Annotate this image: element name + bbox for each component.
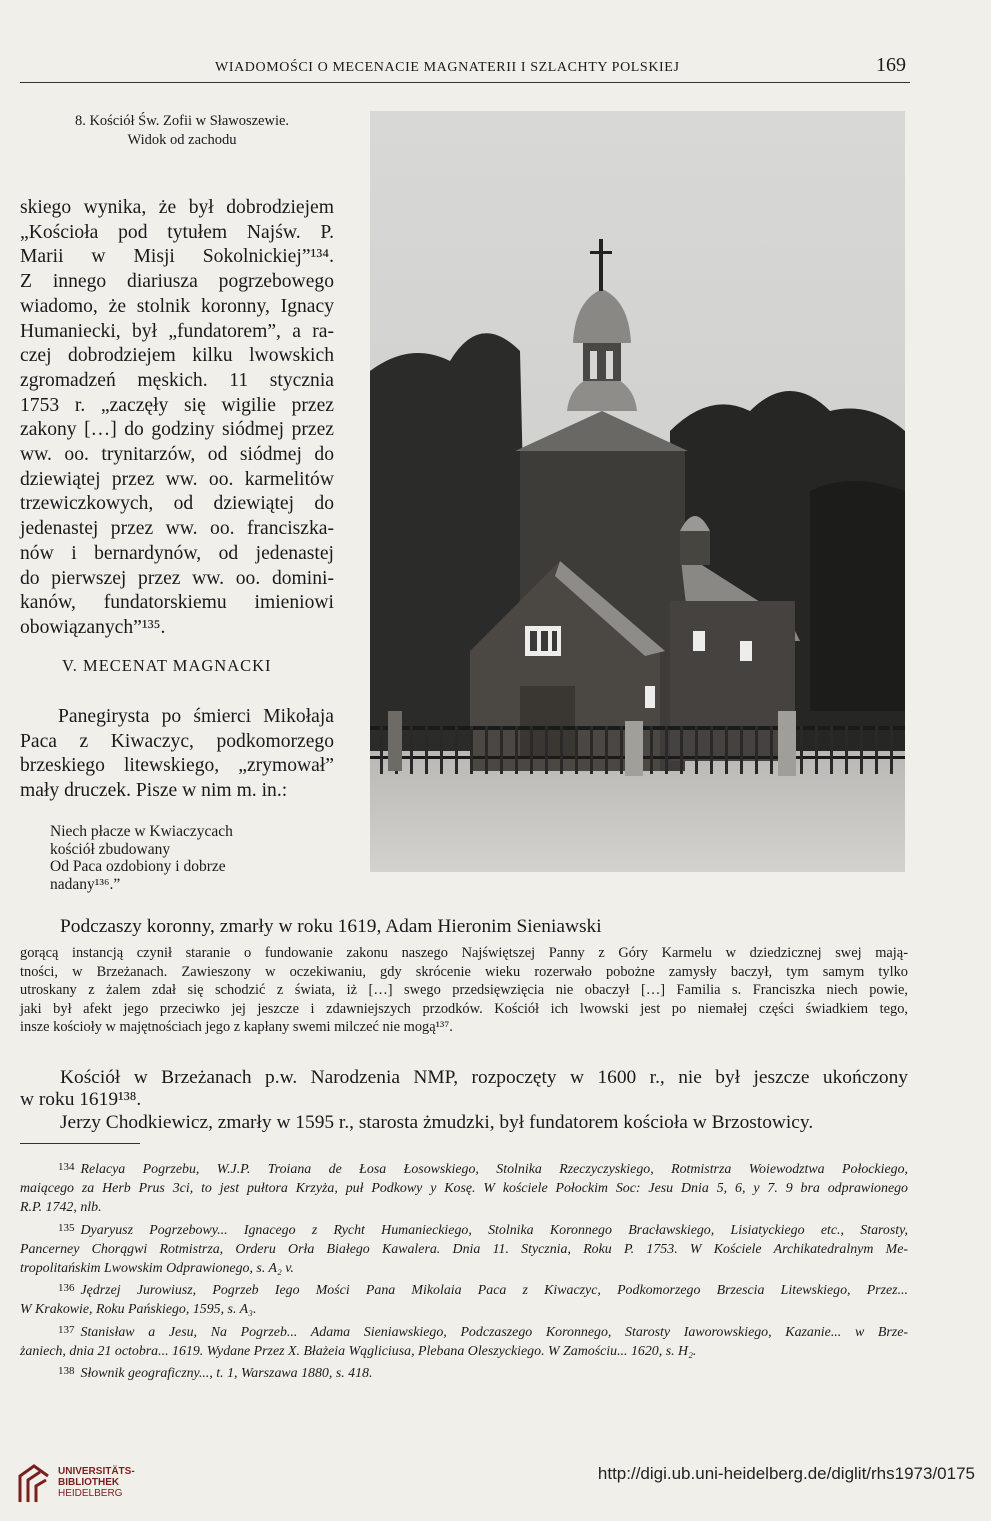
- library-name-line: BIBLIOTHEK: [58, 1477, 120, 1488]
- footnote-line: [20, 1158, 908, 1179]
- footnote-number: 134: [58, 1161, 75, 1173]
- text-line: Podczaszy koronny, zmarły w roku 1619, Adam Hieronim Sieniawski: [60, 916, 602, 937]
- text-line: Paca z Kiwaczyc, podkomorzego: [20, 730, 334, 752]
- footnote-line: [20, 1279, 908, 1300]
- text-line: zakony […] do godziny siódmej przez: [20, 419, 334, 441]
- paragraph-sieniawski: [20, 915, 908, 1037]
- section-heading: V. MECENAT MAGNACKI: [62, 656, 272, 675]
- footnote-line: [20, 1219, 908, 1240]
- text-line: nów i bernardynów, od jedenastej: [20, 542, 334, 564]
- footnote-number: 135: [58, 1221, 75, 1234]
- figure-caption: [24, 112, 340, 150]
- poem-line: Od Paca ozdobiony i dobrze: [50, 858, 226, 876]
- footnote-136: [20, 1279, 908, 1319]
- caption-line: 8. Kościół Św. Zofii w Sławoszewie.: [74, 113, 290, 129]
- text-line: Humaniecki, był „fundatorem”, a ra-: [20, 320, 334, 342]
- quote-line: gorącą instancją czynił staranie o fundowanie zakonu naszego Najświętszej Panny z Góry Karmelu w dziedzicznej swej mają-: [20, 945, 908, 961]
- footnote-line: Pancerney Chorągwi Rotmistrza, Orderu Orła Białego Kawalera. Dnia 11. Stycznia, Roku P. 1753. W Kościele Archikatedralnym Me-: [20, 1241, 908, 1257]
- caption-line: Widok od zachodu: [127, 132, 237, 148]
- footnote-138: [20, 1362, 908, 1383]
- text-line: mały druczek. Pisze w nim m. in.:: [20, 780, 288, 802]
- footnote-text: Stanisław a Jesu, Na Pogrzeb... Adama Sieniawskiego, Podczaszego Koronnego, Starosty Iaworowskiego, Kazanie... w Brze-: [80, 1324, 908, 1340]
- running-header: [20, 54, 910, 82]
- library-logo-text: [58, 1466, 135, 1499]
- library-logo-icon: [14, 1462, 54, 1506]
- poem-line: Niech płacze w Kwiaczycach: [50, 823, 233, 840]
- paragraph-panegyric: [20, 705, 334, 804]
- poem-line: nadany¹³⁶.”: [50, 875, 121, 893]
- library-name-line: UNIVERSITÄTS-: [58, 1466, 135, 1477]
- footnote-line: żaniech, dnia 21 octobra... 1619. Wydane Przez X. Błażeia Wągliciusa, Plebana Oleszyckiego. W Zamościu... 1620, s. H₂.: [20, 1343, 697, 1359]
- footnote-135: [20, 1219, 908, 1279]
- header-rule: [20, 82, 910, 83]
- left-column-text: [20, 196, 334, 641]
- page-number: 169: [876, 54, 906, 76]
- quote-line: insze kościoły w majętnościach jego z kapłany swemi milczeć nie mogą¹³⁷.: [20, 1019, 453, 1036]
- footnote-line: [20, 1321, 908, 1342]
- paragraph-brzezany: [20, 1067, 908, 1111]
- text-line: jedenastej przez ww. oo. franciszka-: [20, 518, 334, 540]
- poem-quote: [50, 823, 350, 893]
- footnote-137: [20, 1321, 908, 1361]
- paragraph-chodkiewicz: Jerzy Chodkiewicz, zmarły w 1595 r., starosta żmudzki, był fundatorem kościoła w Brzostowicy.: [60, 1112, 814, 1133]
- text-line: 1753 r. „zaczęły się wigilie przez: [20, 394, 334, 416]
- library-name-line: HEIDELBERG: [58, 1488, 123, 1499]
- text-line: ww. oo. trynitarzów, od siódmej do: [20, 444, 334, 466]
- footnote-number: 137: [58, 1323, 75, 1336]
- text-line: Z innego diariusza pogrzebowego: [20, 271, 334, 293]
- text-line: Kościół w Brzeżanach p.w. Narodzenia NMP, rozpoczęty w 1600 r., nie był jeszcze ukończony: [60, 1067, 908, 1088]
- text-line: Panegirysta po śmierci Mikołaja: [58, 706, 334, 727]
- quote-line: jaki był afekt jego przeciwko jej jeszcze i zdawniejszych przodków. Kościół ich lwowski jest po niemałej części świadkiem tego,: [20, 1000, 908, 1017]
- text-line: zgromadzeń męskich. 11 stycznia: [20, 369, 334, 391]
- footnote-line: [20, 1362, 908, 1383]
- footnote-text: Jędrzej Jurowiusz, Pogrzeb Iego Mości Pana Mikolaia Paca z Kiwaczyc, Podkomorzego Brzescia Litewskiego, Przez...: [80, 1283, 908, 1299]
- church-photograph: [370, 111, 905, 872]
- text-line: Marii w Misji Sokolnickiej”¹³⁴.: [20, 246, 334, 268]
- text-line: w roku 1619¹³⁸.: [20, 1089, 142, 1110]
- text-line: obowiązanych”¹³⁵.: [20, 616, 166, 638]
- text-line: do pierwszej przez ww. oo. domini-: [20, 567, 334, 589]
- text-line: wiadomo, że stolnik koronny, Ignacy: [20, 295, 334, 317]
- footnote-line: W Krakowie, Roku Pańskiego, 1595, s. A₃.: [20, 1302, 257, 1318]
- footnote-text: Relacya Pogrzebu, W.J.P. Troiana de Łosa Łosowskiego, Stolnika Rzeczyczyskiego, Rotmistrza Woiewodztwa Połockiego,: [80, 1162, 908, 1177]
- text-line: trzewiczkowych, od dziewiątej do: [20, 493, 334, 515]
- source-url[interactable]: http://digi.ub.uni-heidelberg.de/diglit/rhs1973/0175: [597, 1464, 975, 1483]
- text-line: „Kościoła pod tytułem Najśw. P.: [20, 221, 334, 243]
- footnote-text: Dyaryusz Pogrzebowy... Ignacego z Rycht Humanieckiego, Stolnika Koronnego Bracławskiego, Lisiatyckiego etc., Starosty,: [80, 1222, 908, 1238]
- running-title: WIADOMOŚCI O MECENACIE MAGNATERII I SZLACHTY POLSKIEJ: [215, 60, 680, 75]
- footnote-rule: [20, 1143, 140, 1144]
- footnote-line: R.P. 1742, nlb.: [20, 1200, 102, 1216]
- text-line: brzeskiego litewskiego, „zrymował”: [20, 755, 334, 777]
- poem-line: kościół zbudowany: [50, 840, 171, 858]
- quote-line: utroskany z żalem zdał się schodzić z świata, iż […] swego przedsięwzięcia nie obaczył […] Familia s. Franciszka niech powie,: [20, 982, 908, 999]
- footnote-line: maiącego za Herb Prus 3ci, to jest pułtora Krzyża, puł Podkowy y Kosę. W kościele Połockim Soc: Jesu Dnia 5, 6, y 7. 9 bra odprawionego: [20, 1181, 908, 1197]
- quote-line: tności, w Brzeżanach. Zawieszony w oczekiwaniu, gdy skrócenie wieku rozerwało pobożne zamysły baczył, tym samym tylko: [20, 963, 908, 980]
- text-line: dziewiątej przez ww. oo. karmelitów: [20, 468, 334, 490]
- footnote-number: 138: [58, 1365, 75, 1378]
- footnote-line: tropolitańskim Lwowskim Odprawionego, s. A₂ v.: [20, 1261, 294, 1277]
- footnotes: [20, 1158, 908, 1384]
- text-line: kanów, fundatorskiemu imieniowi: [20, 592, 334, 614]
- text-line: czej dobrodziejem kilku lwowskich: [20, 345, 334, 367]
- footnote-134: [20, 1158, 908, 1218]
- library-logo[interactable]: [14, 1462, 184, 1506]
- text-line: skiego wynika, że był dobrodziejem: [20, 197, 334, 218]
- footnote-number: 136: [58, 1282, 75, 1295]
- footnote-text: Słownik geograficzny..., t. 1, Warszawa 1880, s. 418.: [80, 1366, 373, 1382]
